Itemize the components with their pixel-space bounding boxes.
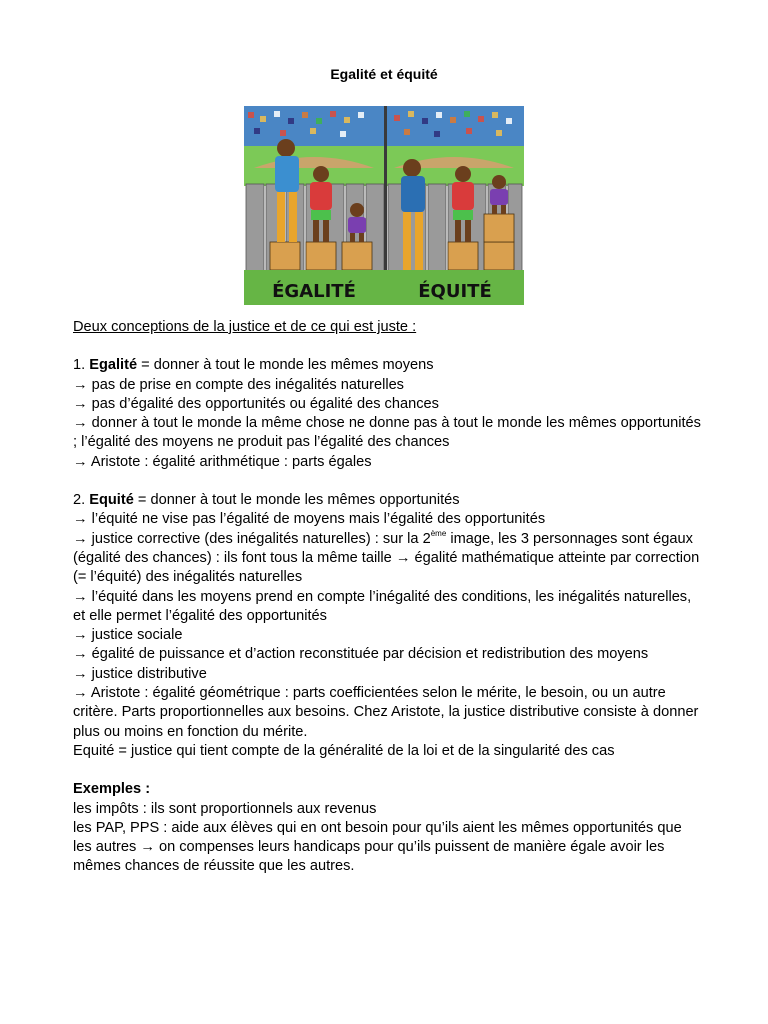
egalite-line: → pas de prise en compte des inégalités naturelles — [73, 376, 404, 393]
egalite-line: → donner à tout le monde la même chose ne donne pas à tout le monde les mêmes opportunités ; l’égalité des moyens ne produit pas l’égalité des chances — [73, 415, 701, 451]
equite-line: → l’équité dans les moyens prend en compte l’inégalité des conditions, les inégalités naturelles, et elle permet l’égalité des opportunités — [73, 588, 692, 624]
equality-equity-illustration — [244, 106, 524, 305]
equite-line-part: → justice corrective (des inégalités naturelles) : sur la 2 — [73, 530, 431, 547]
egalite-definition — [73, 356, 703, 375]
equite-number: 2. — [73, 492, 90, 509]
equite-line: → égalité de puissance et d’action reconstituée par décision et redistribution des moyens — [73, 646, 649, 663]
egalite-line: → Aristote : égalité arithmétique : parts égales — [73, 453, 372, 470]
egalite-definition-text: = donner à tout le monde les mêmes moyens — [137, 357, 434, 374]
equity-label: ÉQUITÉ — [418, 281, 492, 302]
egalite-term: Egalité — [89, 357, 138, 374]
equite-term: Equité — [89, 492, 134, 509]
equite-line: → justice distributive — [73, 665, 207, 682]
equite-line: → justice sociale — [73, 627, 183, 644]
equite-definition — [73, 491, 703, 510]
page-title: Egalité et équité — [330, 66, 438, 82]
superscript: ème — [430, 528, 447, 538]
examples-heading-text: Exemples : — [73, 781, 151, 798]
intro-heading: Deux conceptions de la justice et de ce qui est juste : — [73, 319, 417, 335]
egalite-line: → pas d’égalité des opportunités ou égalité des chances — [73, 395, 439, 412]
equite-line-part: image, les 3 personnages sont égaux (égalité des chances) : ils font tous la même taille → égalité mathématique atteinte par correction (= l’équité) des inégalités naturelles — [73, 530, 700, 586]
examples-heading — [73, 780, 703, 799]
egalite-number: 1. — [73, 357, 90, 374]
equite-line-corrective — [73, 530, 703, 588]
example-line: les PAP, PPS : aide aux élèves qui en ont besoin pour qu’ils aient les mêmes opportunités que les autres → on compenses leurs handicaps pour qu’ils puissent de manière égale avoir les mêmes chances de réussite que les autres. — [73, 819, 682, 875]
equality-label: ÉGALITÉ — [272, 281, 356, 302]
equite-line: Equité = justice qui tient compte de la généralité de la loi et de la singularité des cas — [73, 742, 615, 759]
equite-line: → Aristote : égalité géométrique : parts coefficientées selon le mérite, le besoin, ou un autre critère. Parts proportionnelles aux besoins. Chez Aristote, la justice distributive consiste à donner plus ou moins en fonction du mérite. — [73, 685, 699, 740]
equite-line: → l’équité ne vise pas l’égalité de moyens mais l’égalité des opportunités — [73, 511, 546, 528]
document-body — [73, 318, 703, 877]
example-line: les impôts : ils sont proportionnels aux revenus — [73, 800, 377, 817]
equite-definition-text: = donner à tout le monde les mêmes opportunités — [133, 492, 460, 509]
